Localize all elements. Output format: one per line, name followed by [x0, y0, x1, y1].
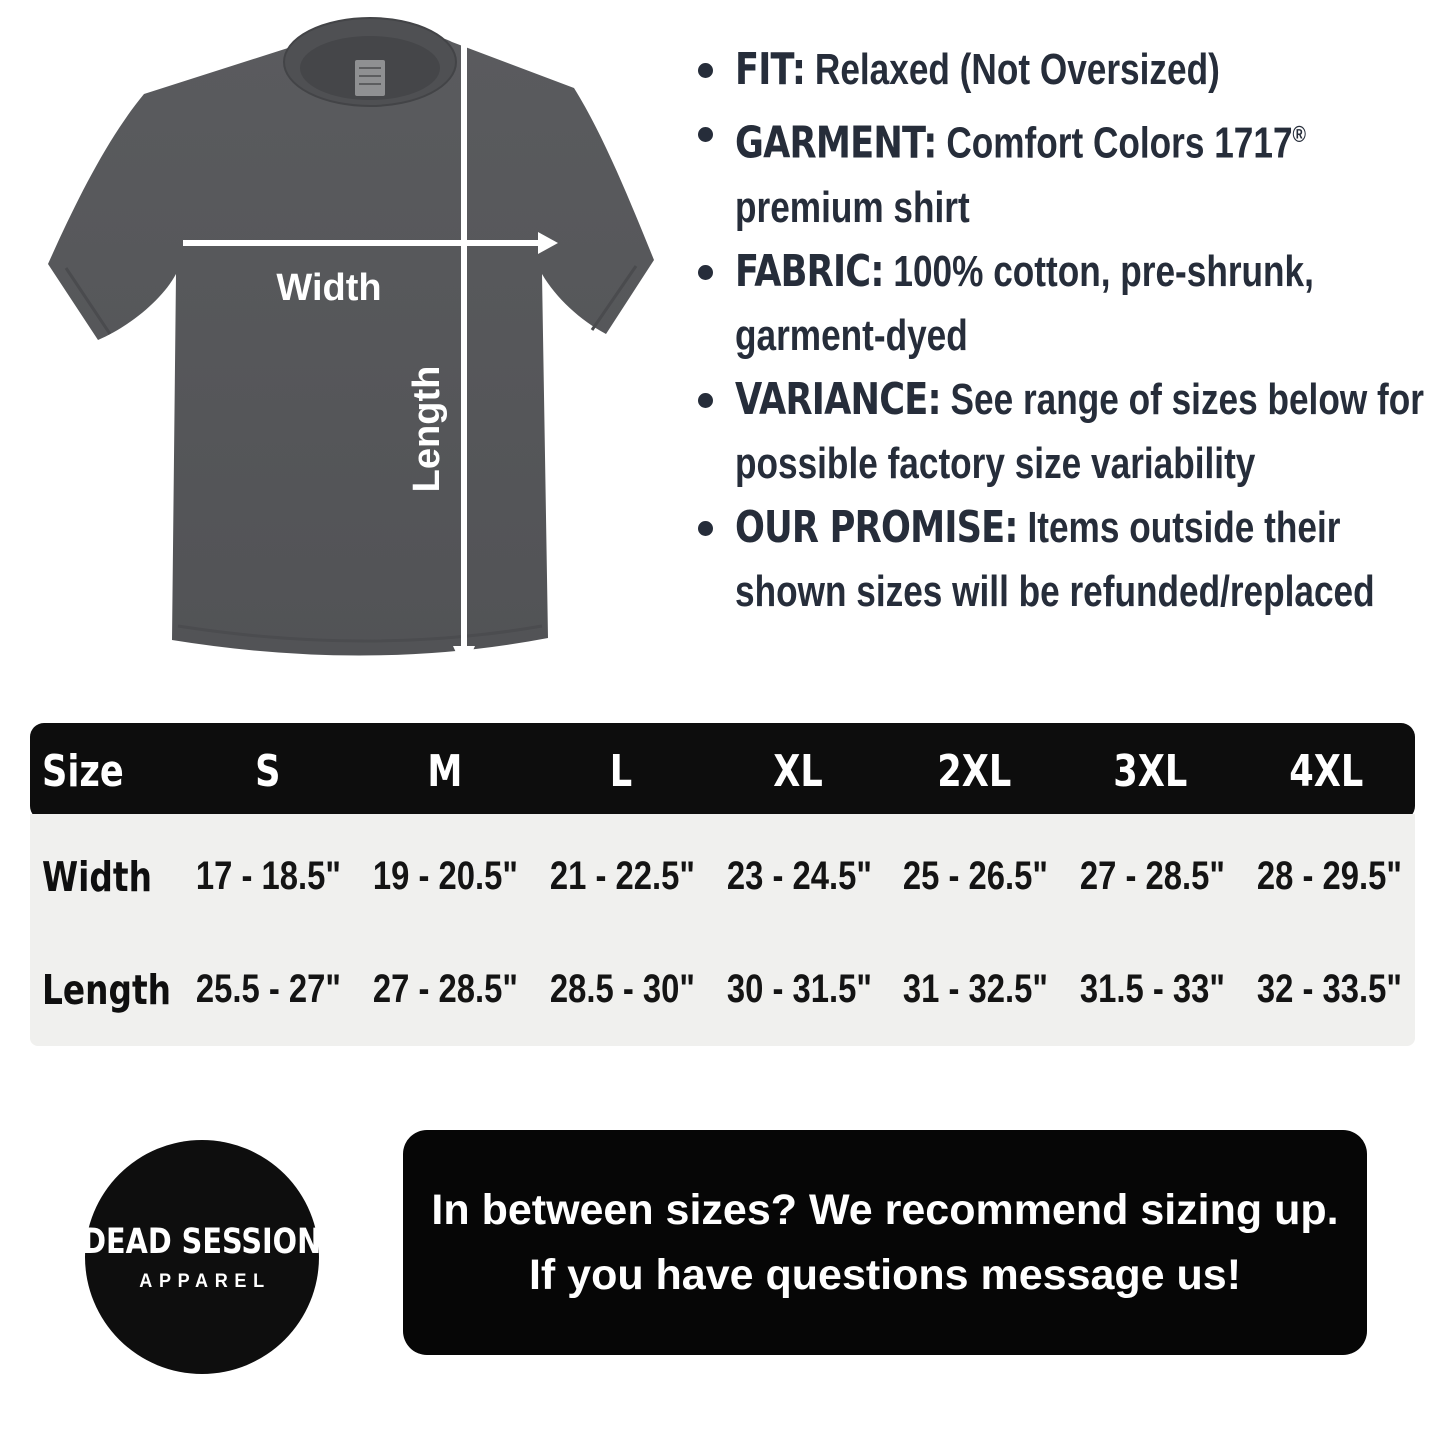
- list-item-fit: [698, 38, 1438, 102]
- width-4xl: 28 - 29.5": [1257, 854, 1403, 898]
- length-l: 28.5 - 30": [549, 967, 695, 1011]
- header-cell-size: Size: [42, 746, 124, 797]
- bullet-dot-icon: [698, 393, 713, 408]
- width-xl: 23 - 24.5": [726, 854, 872, 898]
- promise-line-2: shown sizes will be refunded/replaced: [735, 566, 1375, 616]
- promise-line-1: OUR PROMISE: Items outside their: [735, 501, 1341, 553]
- width-arrow-label: Width: [276, 267, 382, 309]
- table-row-length: [30, 933, 1415, 1046]
- header-cell-s: S: [255, 746, 281, 797]
- fit-line: FIT: Relaxed (Not Oversized): [735, 44, 1220, 95]
- width-s: 17 - 18.5": [195, 854, 341, 898]
- sizing-note-line-1: In between sizes? We recommend sizing up.: [431, 1185, 1339, 1234]
- header-cell-4xl: 4XL: [1289, 746, 1364, 797]
- sizing-note-box: [403, 1130, 1367, 1355]
- bullet-dot-icon: [698, 521, 713, 536]
- brand-logo: [82, 1140, 322, 1374]
- list-item-promise: [698, 496, 1438, 624]
- registered-mark: ®: [1292, 121, 1307, 147]
- list-item-fabric: [698, 240, 1438, 368]
- length-s: 25.5 - 27": [195, 967, 341, 1011]
- list-item-garment: [698, 102, 1438, 240]
- width-l: 21 - 22.5": [549, 854, 695, 898]
- length-4xl: 32 - 33.5": [1257, 967, 1403, 1011]
- table-row-width: [30, 820, 1415, 933]
- width-3xl: 27 - 28.5": [1080, 854, 1226, 898]
- sizing-note-line-2: If you have questions message us!: [528, 1250, 1242, 1299]
- length-arrow-label: Length: [406, 365, 448, 493]
- product-details-list: [698, 38, 1438, 624]
- tshirt-graphic: [48, 18, 654, 656]
- tshirt-measurement-diagram: [18, 8, 698, 680]
- bullet-dot-icon: [698, 63, 713, 78]
- width-2xl: 25 - 26.5": [903, 854, 1049, 898]
- fabric-line-2: garment-dyed: [735, 310, 968, 360]
- variance-line-2: possible factory size variability: [735, 438, 1256, 488]
- length-3xl: 31.5 - 33": [1080, 967, 1226, 1011]
- length-xl: 30 - 31.5": [726, 967, 872, 1011]
- size-table: [30, 723, 1415, 1046]
- length-m: 27 - 28.5": [372, 967, 518, 1011]
- header-cell-m: M: [427, 746, 463, 797]
- brand-name: DEAD SESSION: [82, 1221, 322, 1262]
- row-label: Length: [42, 965, 172, 1014]
- width-m: 19 - 20.5": [372, 854, 518, 898]
- size-table-body: [30, 814, 1415, 1046]
- header-cell-xl: XL: [772, 746, 823, 797]
- header-cell-l: L: [609, 746, 633, 797]
- header-cell-3xl: 3XL: [1113, 746, 1188, 797]
- garment-line-2: premium shirt: [735, 182, 970, 232]
- row-label: Width: [42, 852, 152, 901]
- header-cell-2xl: 2XL: [936, 746, 1011, 797]
- bullet-dot-icon: [698, 265, 713, 280]
- garment-line-1: GARMENT: Comfort Colors 1717®: [735, 117, 1307, 169]
- collar-tag: [355, 60, 385, 96]
- length-2xl: 31 - 32.5": [903, 967, 1049, 1011]
- list-item-variance: [698, 368, 1438, 496]
- bullet-dot-icon: [698, 127, 713, 142]
- size-table-header-row: [30, 723, 1415, 820]
- brand-subtitle: APPAREL: [139, 1270, 272, 1292]
- variance-line-1: VARIANCE: See range of sizes below for: [735, 373, 1424, 425]
- fabric-line-1: FABRIC: 100% cotton, pre-shrunk,: [735, 245, 1314, 297]
